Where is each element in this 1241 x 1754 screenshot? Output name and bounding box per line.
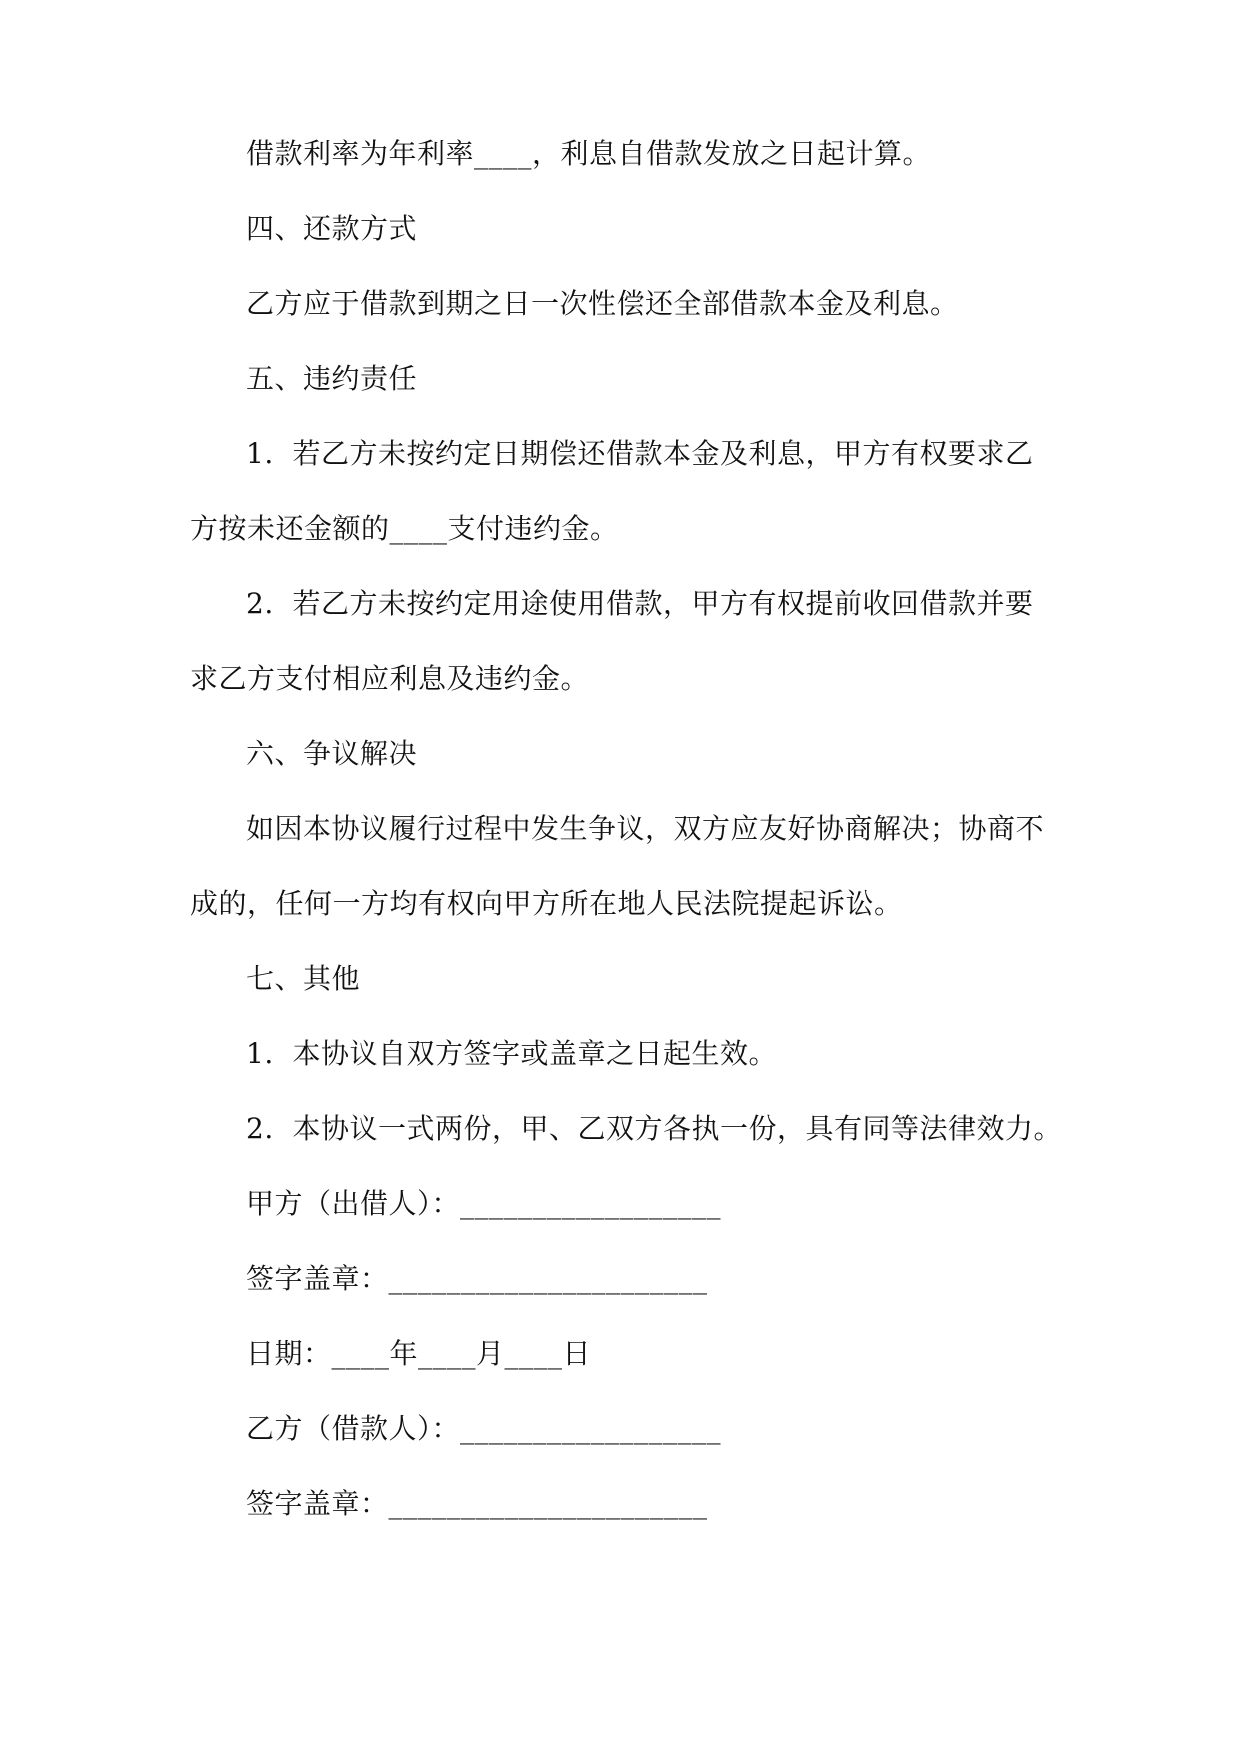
borrower-seal-field: 签字盖章：______________________ [246, 1487, 708, 1520]
section-heading-repayment: 四、还款方式 [246, 212, 418, 245]
section-heading-dispute: 六、争议解决 [246, 737, 418, 770]
repayment-paragraph: 乙方应于借款到期之日一次性偿还全部借款本金及利息。 [246, 287, 959, 320]
date-field: 日期：____年____月____日 [246, 1337, 592, 1370]
section-heading-liability: 五、违约责任 [246, 362, 418, 395]
lender-signature-field: 甲方（出借人）：__________________ [246, 1187, 722, 1220]
dispute-paragraph-line-1: 如因本协议履行过程中发生争议，双方应友好协商解决；协商不 [246, 812, 1045, 845]
lender-seal-field: 签字盖章：______________________ [246, 1262, 708, 1295]
liability-clause-1-line-2: 方按未还金额的____支付违约金。 [190, 512, 619, 545]
dispute-paragraph-line-2: 成的，任何一方均有权向甲方所在地人民法院提起诉讼。 [190, 887, 903, 920]
liability-clause-2-line-1: 2. 若乙方未按约定用途使用借款，甲方有权提前收回借款并要 [246, 587, 1034, 620]
section-heading-other: 七、其他 [246, 962, 361, 995]
borrower-signature-field: 乙方（借款人）：__________________ [246, 1412, 722, 1445]
other-clause-2: 2. 本协议一式两份，甲、乙双方各执一份，具有同等法律效力。 [246, 1112, 1063, 1145]
liability-clause-2-line-2: 求乙方支付相应利息及违约金。 [190, 662, 590, 695]
interest-rate-paragraph: 借款利率为年利率____，利息自借款发放之日起计算。 [246, 137, 932, 170]
liability-clause-1-line-1: 1. 若乙方未按约定日期偿还借款本金及利息，甲方有权要求乙 [246, 437, 1034, 470]
other-clause-1: 1. 本协议自双方签字或盖章之日起生效。 [246, 1037, 778, 1070]
